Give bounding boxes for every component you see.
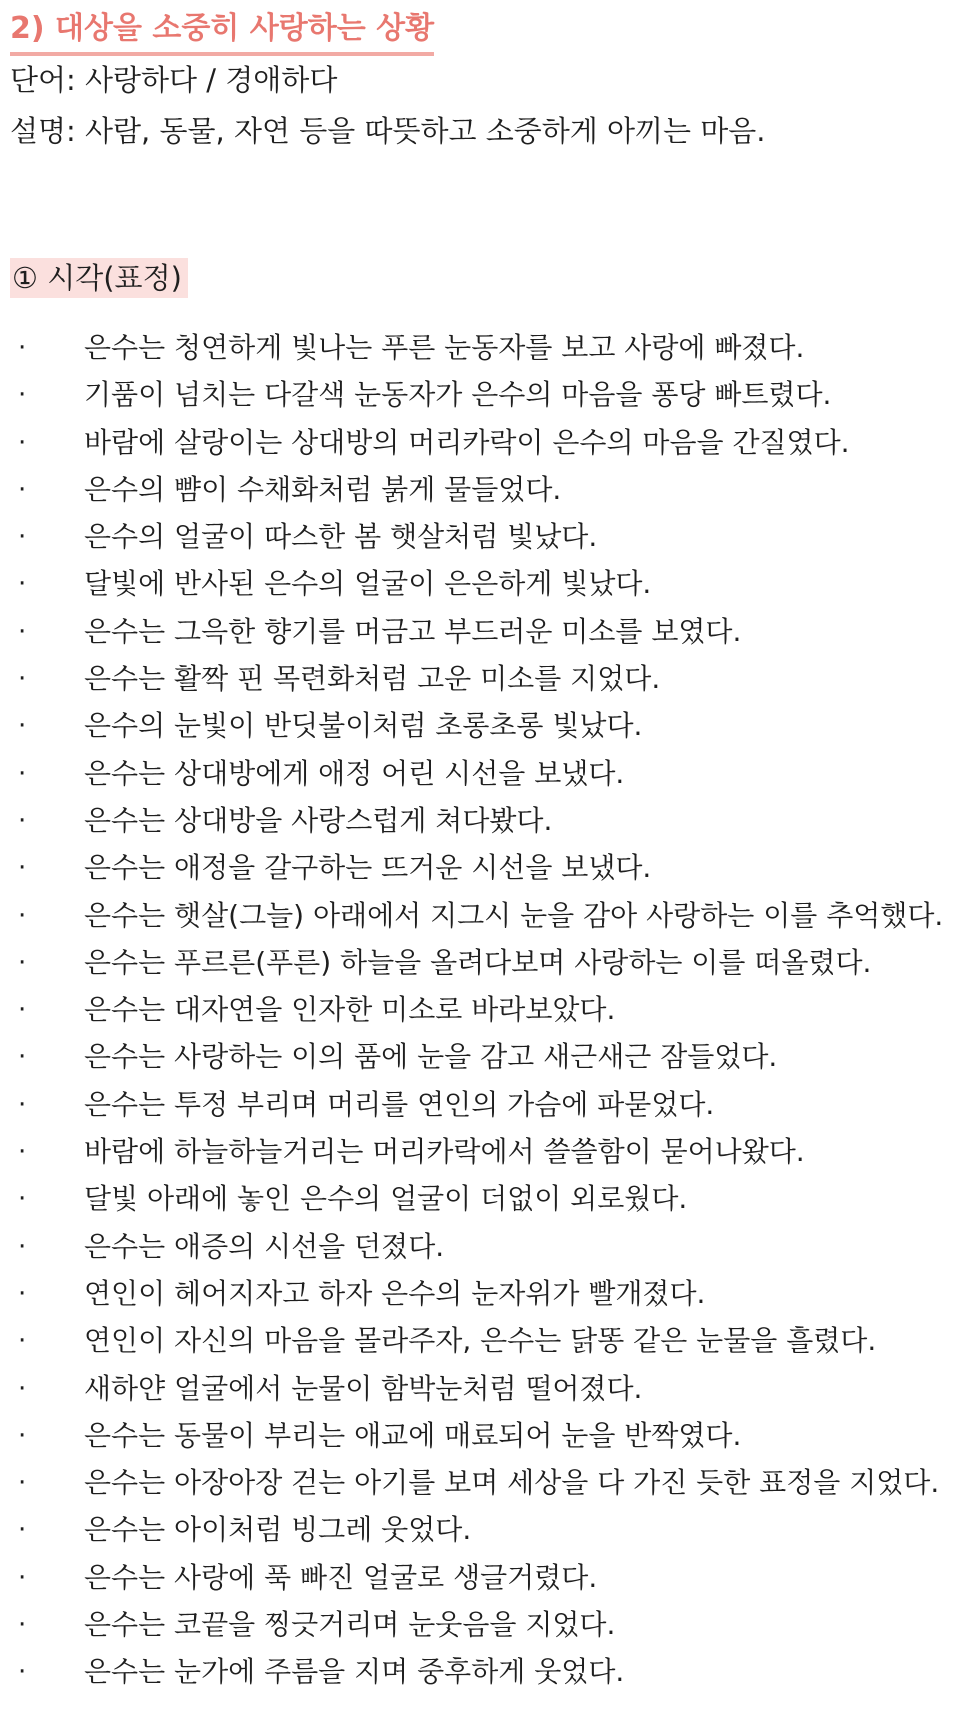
list-item-text: 은수는 푸르른(푸른) 하늘을 올려다보며 사랑하는 이를 떠올렸다. — [84, 945, 872, 979]
list-item-text: 은수는 햇살(그늘) 아래에서 지그시 눈을 감아 사랑하는 이를 추억했다. — [84, 898, 944, 932]
bullet-dot-icon: · — [18, 900, 27, 931]
bullet-dot-icon: · — [18, 805, 27, 836]
list-item-text: 은수의 눈빛이 반딧불이처럼 초롱초롱 빛났다. — [84, 709, 643, 743]
list-item-text: 새하얀 얼굴에서 눈물이 함박눈처럼 떨어졌다. — [84, 1371, 643, 1405]
bullet-dot-icon: · — [18, 1610, 27, 1641]
bullet-dot-icon: · — [18, 1562, 27, 1593]
bullet-dot-icon: · — [18, 664, 27, 695]
bullet-dot-icon: · — [18, 1468, 27, 1499]
description-line: 설명: 사람, 동물, 자연 등을 따뜻하고 소중하게 아끼는 마음. — [10, 114, 766, 148]
bullet-dot-icon: · — [18, 380, 27, 411]
list-item-text: 은수는 사랑하는 이의 품에 눈을 감고 새근새근 잠들었다. — [84, 1040, 778, 1074]
list-item-text: 은수는 그윽한 향기를 머금고 부드러운 미소를 보였다. — [84, 614, 742, 648]
bullet-dot-icon: · — [18, 569, 27, 600]
bullet-dot-icon: · — [18, 616, 27, 647]
list-item-text: 은수는 아이처럼 빙그레 웃었다. — [84, 1513, 472, 1547]
bullet-dot-icon: · — [18, 1137, 27, 1168]
bullet-dot-icon: · — [18, 1089, 27, 1120]
bullet-dot-icon: · — [18, 758, 27, 789]
list-item-text: 은수는 대자연을 인자한 미소로 바라보았다. — [84, 993, 616, 1027]
bullet-dot-icon: · — [18, 995, 27, 1026]
bullet-dot-icon: · — [18, 522, 27, 553]
list-item-text: 은수는 눈가에 주름을 지며 중후하게 웃었다. — [84, 1655, 625, 1689]
list-item-text: 은수는 투정 부리며 머리를 연인의 가슴에 파묻었다. — [84, 1087, 715, 1121]
list-item-text: 은수는 상대방을 사랑스럽게 쳐다봤다. — [84, 803, 553, 837]
list-item-text: 은수는 상대방에게 애정 어린 시선을 보냈다. — [84, 756, 625, 790]
list-item-text: 은수는 활짝 핀 목련화처럼 고운 미소를 지었다. — [84, 662, 661, 696]
list-item-text: 달빛 아래에 놓인 은수의 얼굴이 더없이 외로웠다. — [84, 1182, 688, 1216]
list-item-text: 연인이 자신의 마음을 몰라주자, 은수는 닭똥 같은 눈물을 흘렸다. — [84, 1324, 877, 1358]
bullet-dot-icon: · — [18, 1184, 27, 1215]
list-item-text: 은수는 코끝을 찡긋거리며 눈웃음을 지었다. — [84, 1608, 616, 1642]
bullet-dot-icon: · — [18, 1515, 27, 1546]
bullet-dot-icon: · — [18, 1657, 27, 1688]
list-item-text: 바람에 하늘하늘거리는 머리카락에서 쓸쓸함이 묻어나왔다. — [84, 1135, 805, 1169]
bullet-dot-icon: · — [18, 474, 27, 505]
bullet-dot-icon: · — [18, 1326, 27, 1357]
bullet-dot-icon: · — [18, 1042, 27, 1073]
subsection-heading: ① 시각(표정) — [10, 258, 188, 298]
list-item-text: 은수는 청연하게 빛나는 푸른 눈동자를 보고 사랑에 빠졌다. — [84, 331, 805, 364]
bullet-dot-icon: · — [18, 947, 27, 978]
list-item-text: 연인이 헤어지자고 하자 은수의 눈자위가 빨개졌다. — [84, 1276, 706, 1310]
list-item-text: 은수는 아장아장 걷는 아기를 보며 세상을 다 가진 듯한 표정을 지었다. — [84, 1466, 940, 1500]
bullet-dot-icon: · — [18, 853, 27, 884]
list-item-text: 달빛에 반사된 은수의 얼굴이 은은하게 빛났다. — [84, 567, 652, 601]
word-line: 단어: 사랑하다 / 경애하다 — [10, 63, 338, 97]
list-item-text: 은수는 애정을 갈구하는 뜨거운 시선을 보냈다. — [84, 851, 652, 885]
list-item-text: 기품이 넘치는 다갈색 눈동자가 은수의 마음을 퐁당 빠트렸다. — [84, 378, 832, 412]
section-title: 2) 대상을 소중히 사랑하는 상황 — [10, 8, 434, 56]
bullet-dot-icon: · — [18, 1231, 27, 1262]
bullet-dot-icon: · — [18, 1373, 27, 1404]
bullet-dot-icon: · — [18, 427, 27, 458]
list-item-text: 은수는 사랑에 푹 빠진 얼굴로 생글거렸다. — [84, 1560, 598, 1594]
bullet-dot-icon: · — [18, 1278, 27, 1309]
list-item-text: 은수는 애증의 시선을 던졌다. — [84, 1229, 445, 1263]
bullet-dot-icon: · — [18, 711, 27, 742]
list-item-text: 바람에 살랑이는 상대방의 머리카락이 은수의 마음을 간질였다. — [84, 425, 850, 459]
list-item-text: 은수의 뺨이 수채화처럼 붉게 물들었다. — [84, 472, 562, 506]
bullet-dot-icon: · — [18, 333, 27, 363]
list-item-text: 은수는 동물이 부리는 애교에 매료되어 눈을 반짝였다. — [84, 1418, 742, 1452]
bullet-dot-icon: · — [18, 1420, 27, 1451]
list-item-text: 은수의 얼굴이 따스한 봄 햇살처럼 빛났다. — [84, 520, 598, 554]
